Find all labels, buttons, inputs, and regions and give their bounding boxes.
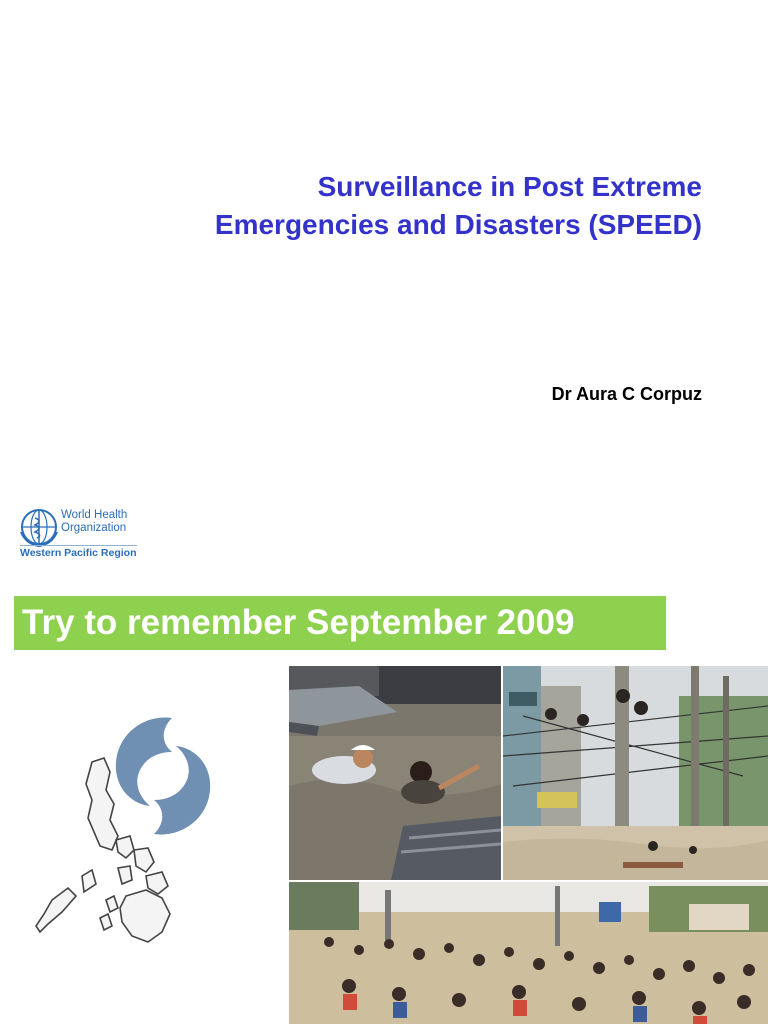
author-name: Dr Aura C Corpuz: [551, 384, 702, 404]
who-emblem-icon: [18, 506, 60, 548]
title-line-1: Surveillance in Post Extreme: [317, 171, 702, 202]
map-illustration: [22, 700, 222, 970]
section-banner: Try to remember September 2009: [14, 596, 666, 650]
philippines-map-icon: [36, 758, 170, 942]
who-name: World Health Organization: [61, 509, 128, 534]
typhoon-icon: [116, 717, 210, 834]
flood-photo-rescue: [289, 666, 501, 880]
flood-photo-poles: [503, 666, 768, 880]
title-line-2: Emergencies and Disasters (SPEED): [214, 209, 702, 240]
who-region: Western Pacific Region: [20, 547, 137, 559]
flood-photo-crowd: [289, 882, 768, 1024]
slide-title: [62, 168, 702, 244]
who-logo: [18, 504, 136, 562]
